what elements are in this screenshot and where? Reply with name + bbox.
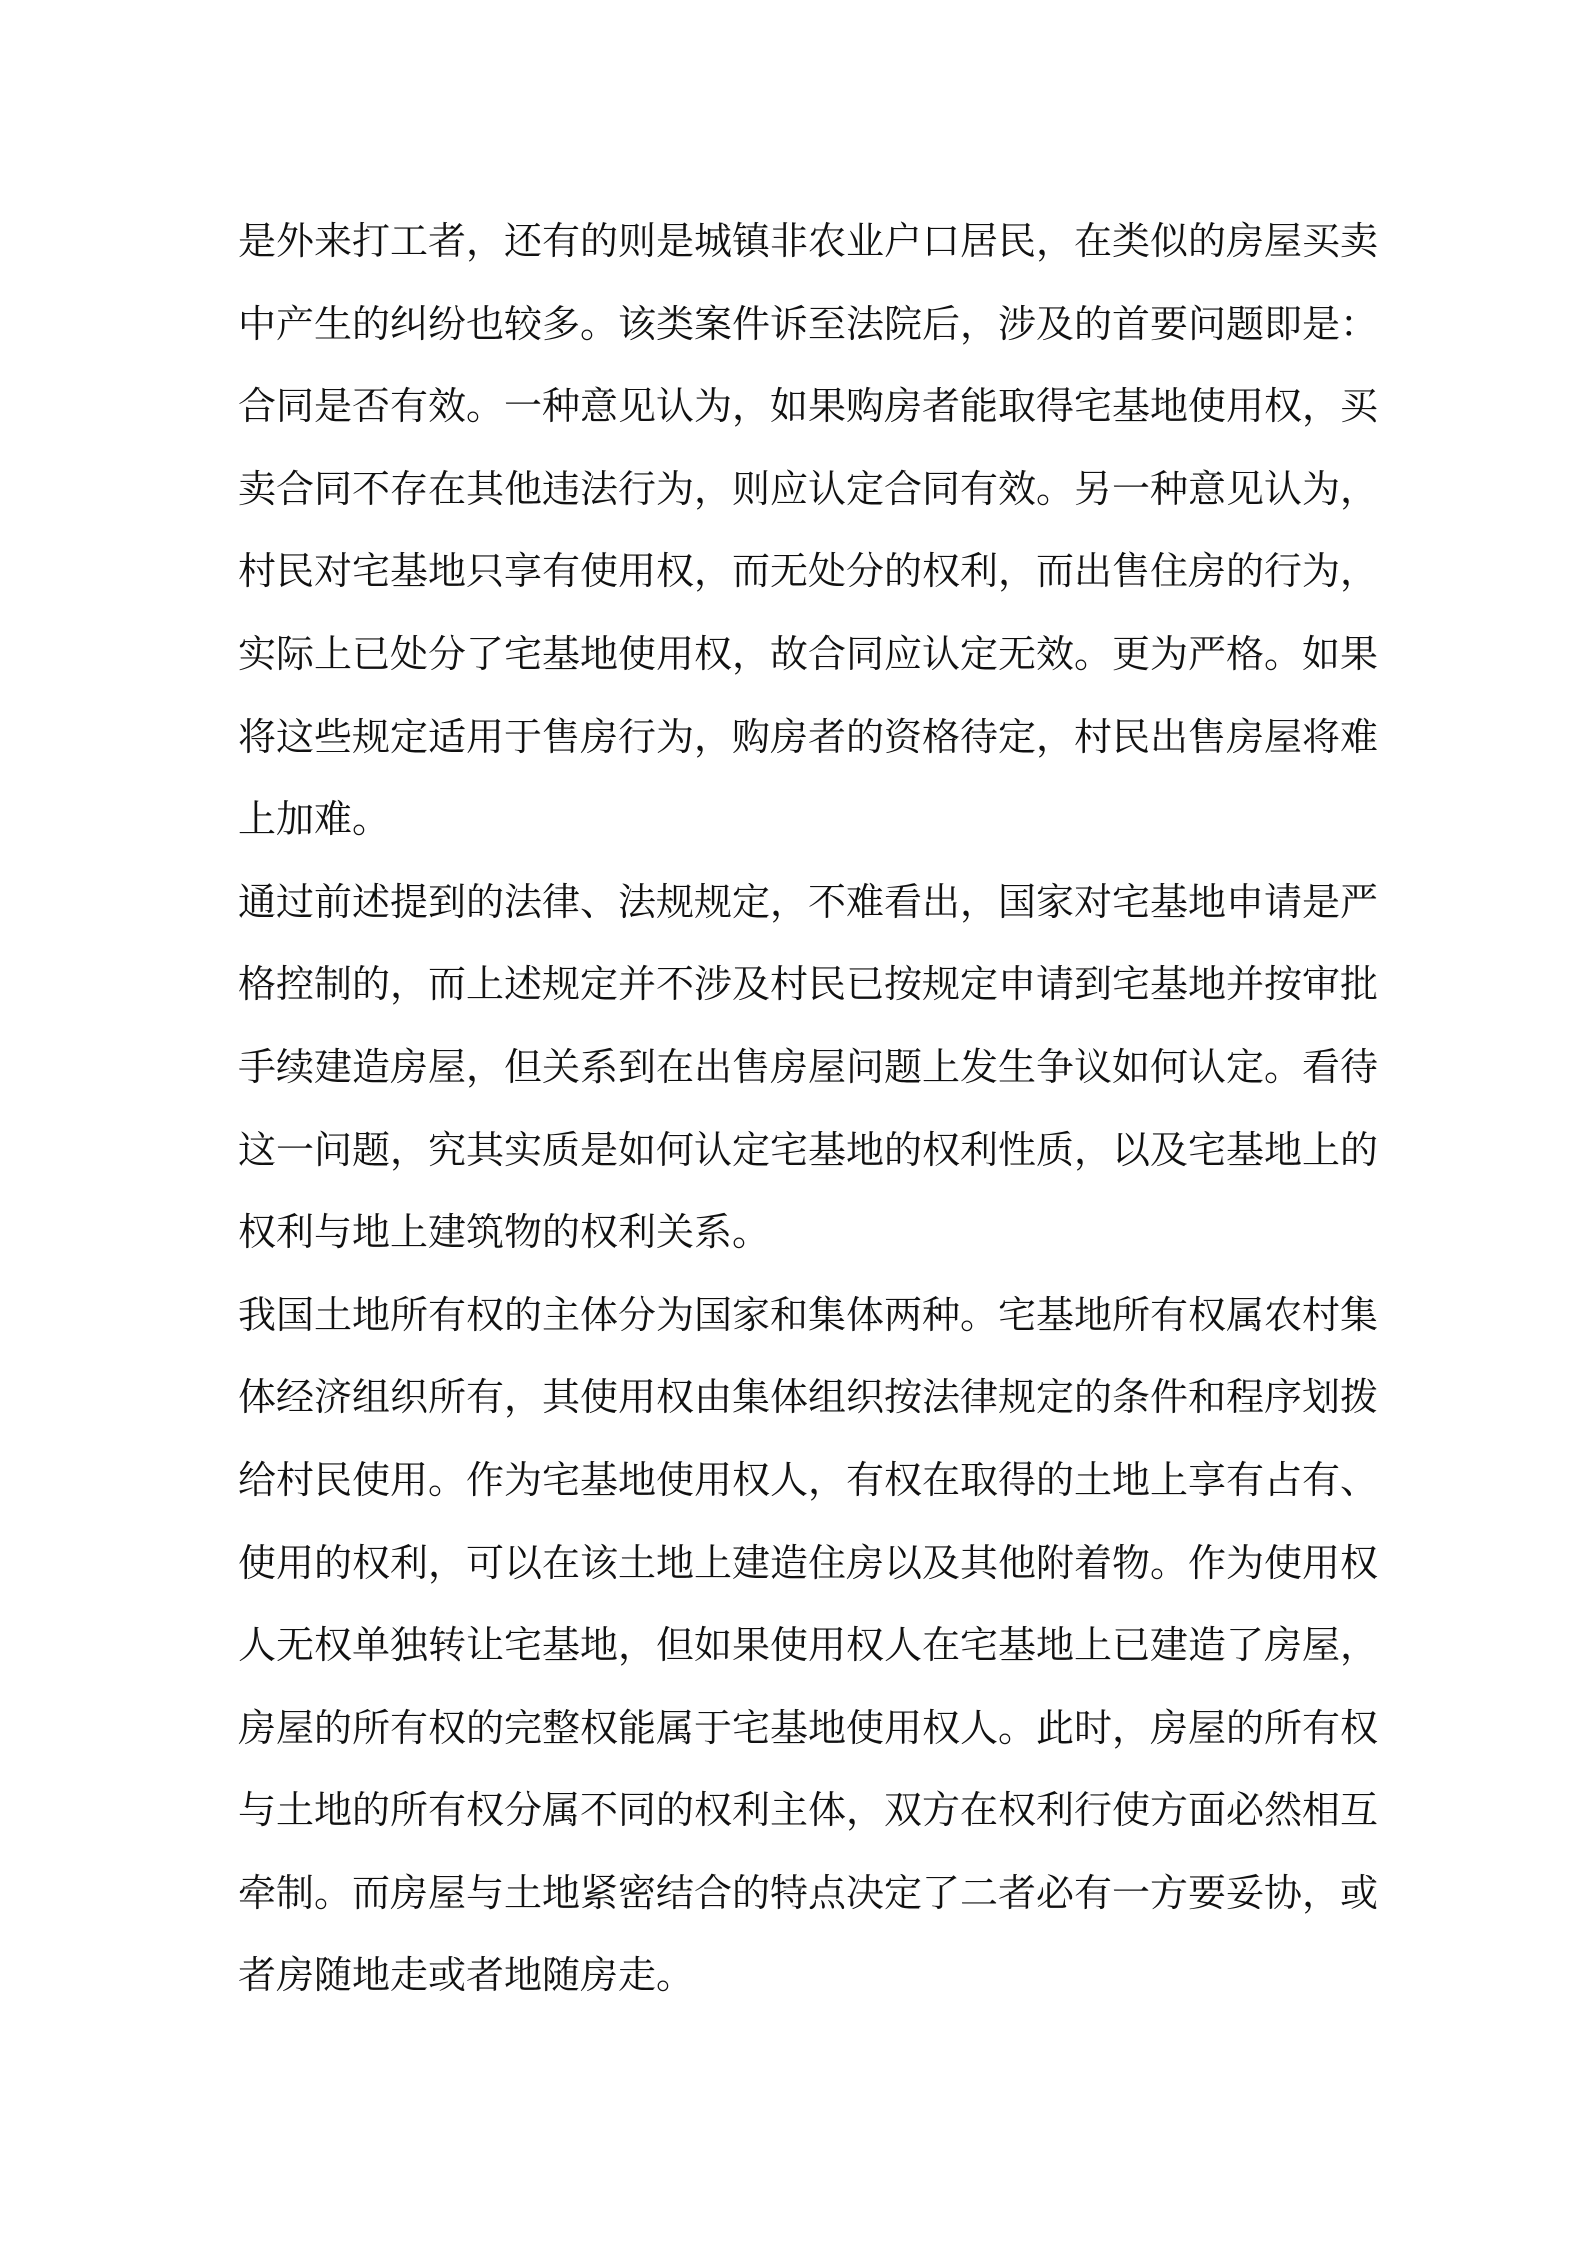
text-line: 体经济组织所有，其使用权由集体组织按法律规定的条件和程序划拨 [238, 1375, 1379, 1420]
text-line: 村民对宅基地只享有使用权，而无处分的权利，而出售住房的行为， [238, 549, 1379, 594]
text-line: 合同是否有效。一种意见认为，如果购房者能取得宅基地使用权，买 [238, 384, 1379, 429]
paragraph-3 [238, 1274, 1379, 2017]
paragraph-1 [238, 200, 1379, 861]
text-line: 中产生的纠纷也较多。该类案件诉至法院后，涉及的首要问题即是： [238, 301, 1379, 346]
text-line: 与土地的所有权分属不同的权利主体，双方在权利行使方面必然相互 [238, 1788, 1379, 1833]
text-line: 卖合同不存在其他违法行为，则应认定合同有效。另一种意见认为， [238, 466, 1379, 511]
text-line: 给村民使用。作为宅基地使用权人，有权在取得的土地上享有占有、 [238, 1457, 1379, 1502]
text-line: 权利与地上建筑物的权利关系。 [238, 1210, 771, 1255]
text-line: 牵制。而房屋与土地紧密结合的特点决定了二者必有一方要妥协，或 [238, 1870, 1379, 1915]
text-line: 我国土地所有权的主体分为国家和集体两种。宅基地所有权属农村集 [238, 1292, 1379, 1337]
text-line: 使用的权利，可以在该土地上建造住房以及其他附着物。作为使用权 [238, 1540, 1379, 1585]
text-line: 格控制的，而上述规定并不涉及村民已按规定申请到宅基地并按审批 [238, 962, 1379, 1007]
text-line: 实际上已处分了宅基地使用权，故合同应认定无效。更为严格。如果 [238, 631, 1379, 676]
text-line: 人无权单独转让宅基地，但如果使用权人在宅基地上已建造了房屋， [238, 1623, 1379, 1668]
text-line: 这一问题，究其实质是如何认定宅基地的权利性质，以及宅基地上的 [238, 1127, 1379, 1172]
text-line: 上加难。 [238, 797, 391, 842]
document-body [238, 200, 1379, 2017]
text-line: 房屋的所有权的完整权能属于宅基地使用权人。此时，房屋的所有权 [238, 1705, 1379, 1750]
paragraph-2 [238, 861, 1379, 1274]
text-line: 将这些规定适用于售房行为，购房者的资格待定，村民出售房屋将难 [238, 714, 1379, 759]
text-line: 者房随地走或者地随房走。 [238, 1953, 695, 1998]
text-line: 是外来打工者，还有的则是城镇非农业户口居民，在类似的房屋买卖 [238, 219, 1379, 263]
text-line: 手续建造房屋，但关系到在出售房屋问题上发生争议如何认定。看待 [238, 1044, 1379, 1089]
text-line: 通过前述提到的法律、法规规定，不难看出，国家对宅基地申请是严 [238, 879, 1379, 924]
